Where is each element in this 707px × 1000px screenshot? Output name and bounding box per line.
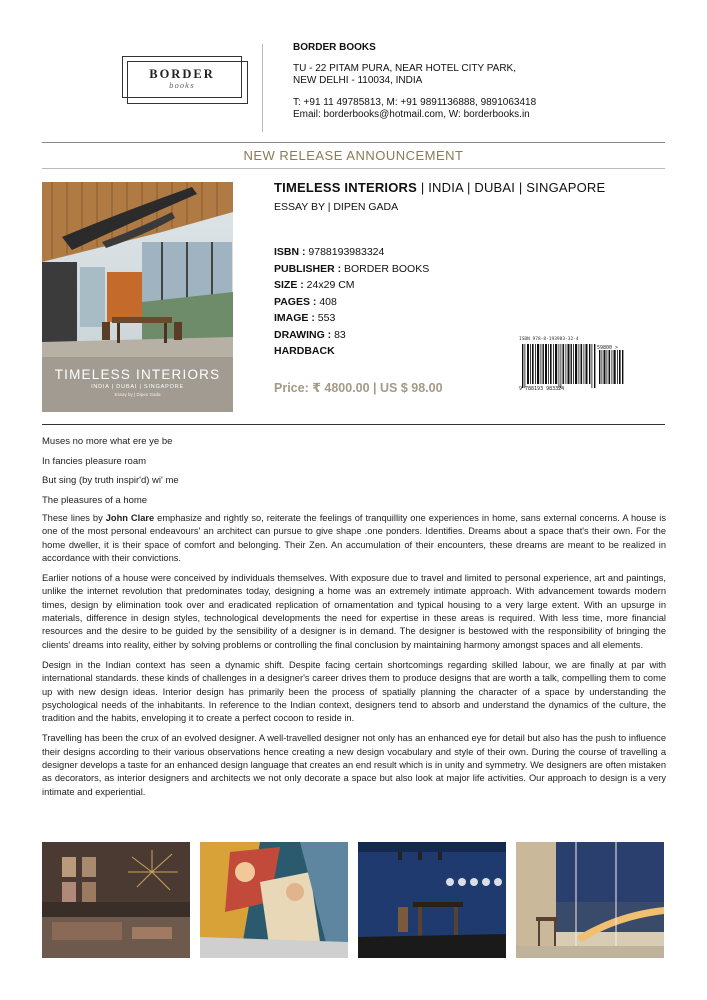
spec-publisher <box>274 261 429 278</box>
spec-label: ISBN : <box>274 246 306 258</box>
poem-line: But sing (by truth inspir'd) wi' me <box>42 475 179 486</box>
publisher-contact <box>293 42 693 122</box>
spec-label: HARDBACK <box>274 345 335 357</box>
spec-value: 24x29 CM <box>303 279 355 291</box>
cover-title: TIMELESS INTERIORS <box>54 367 221 382</box>
barcode-number: 9 788193 983324 <box>519 386 565 392</box>
spec-image <box>274 310 429 327</box>
mid-rule <box>42 168 665 169</box>
logo-script: books <box>169 82 195 90</box>
spec-drawing <box>274 327 429 344</box>
spec-value: BORDER BOOKS <box>341 262 430 275</box>
book-price: Price: ₹ 4800.00 | US $ 98.00 <box>274 381 443 395</box>
essay-by: ESSAY BY | DIPEN GADA <box>274 201 399 213</box>
spec-label: PUBLISHER : <box>274 262 342 275</box>
publisher-name: BORDER BOOKS <box>293 42 376 53</box>
header-divider <box>262 44 263 132</box>
barcode-price-code: 59800 > <box>597 345 619 351</box>
logo-text: BORDER <box>149 67 215 81</box>
book-cover <box>42 182 233 412</box>
spec-value: 553 <box>314 312 336 324</box>
spec-value: 9788193983324 <box>305 246 385 258</box>
paragraph-4: Travelling has been the crux of an evolved designer. A well-travelled designer not only has an enhanced eye for detail but also has the push to influence their designs according to their various observations hence creating a new design vocabulary and style of their own. During the course of travelling a designer develops a taste for an enhanced design language that creates an end result which is in unity and symmetry. We designers are often mistaken as decorators, as interior designers and architects we not only decorate a space but also look at major life activities. Our approach to design is a very intimate and experiential. <box>42 733 666 797</box>
blue-dining-photo <box>358 842 506 958</box>
spec-label: IMAGE : <box>274 312 315 324</box>
mural-wall-photo <box>200 842 348 958</box>
cover-author: Essay by | Dipen Gada <box>114 392 161 397</box>
spec-value: 83 <box>331 328 346 341</box>
book-specs <box>274 244 429 360</box>
book-info <box>274 180 674 213</box>
address-line-2: NEW DELHI - 110034, INDIA <box>293 75 423 86</box>
spec-hardback <box>274 343 429 360</box>
book-title <box>274 180 674 195</box>
announcement-heading: NEW RELEASE ANNOUNCEMENT <box>243 148 464 163</box>
address-line-1: TU - 22 PITAM PURA, NEAR HOTEL CITY PARK, <box>293 62 517 74</box>
spec-pages <box>274 294 429 311</box>
paragraph-3: Design in the Indian context has seen a dynamic shift. Despite facing certain shortcomings regarding skilled labour, we are finally at par with international standards. these kinds of challenges in a designer's career drives them to produce designs that are worth a talk, compelling them to come up with new design ideas. Interior design has primarily been the process of spatially planning the character of a space by understanding the psychological needs of the inhabitants. In reference to the Indian context, designers tend to absorb and understand the dynamics of the culture, the tradition and the habits, enveloping it to create a perfect cocoon to reside in. <box>42 659 666 724</box>
book-title-rest: | INDIA | DUBAI | SINGAPORE <box>417 180 606 195</box>
essay-body <box>42 512 666 806</box>
barcode-isbn-text: ISBN 978-8-193983-32-4 <box>519 337 579 342</box>
book-title-main: TIMELESS INTERIORS <box>274 180 418 195</box>
paragraph-1 <box>42 512 666 565</box>
spec-value: 408 <box>316 295 337 308</box>
poem-line: In fancies pleasure roam <box>42 455 147 467</box>
spec-label: PAGES : <box>274 295 317 308</box>
poet-name: John Clare <box>105 513 155 523</box>
paragraph-text: These lines by <box>42 513 106 523</box>
sea-view-photo <box>516 842 664 958</box>
spec-isbn <box>274 244 429 261</box>
poem-line: The pleasures of a home <box>42 494 148 506</box>
photo-strip <box>42 842 664 958</box>
spec-size <box>274 277 429 294</box>
publisher-logo <box>122 56 242 98</box>
email-line: Email: borderbooks@hotmail.com, W: borderbooks.in <box>293 109 530 120</box>
section-rule <box>42 424 665 425</box>
living-room-photo <box>42 842 190 958</box>
poem <box>42 432 179 510</box>
poem-line: Muses no more what ere ye be <box>42 436 173 447</box>
top-rule <box>42 142 665 143</box>
spec-label: DRAWING : <box>274 328 332 341</box>
cover-subtitle: INDIA | DUBAI | SINGAPORE <box>91 384 184 390</box>
paragraph-text: emphasize and rightly so, reiterate the feelings of tranquillity one experiences in home, sans external concerns. A house is one of the most personal endeavours' an architect can pursue to give shape .one ponders. Identifies. Dreams about a space that's their own. For the home dweller, it is their space of comfort and belonging. Their Zen. An accumulation of their encounters, these dreams are meant to be realized in accordance with their convictions. <box>42 513 667 563</box>
phone-line: T: +91 11 49785813, M: +91 9891136888, 9891063418 <box>293 96 537 108</box>
spec-label: SIZE : <box>274 279 304 291</box>
paragraph-2: Earlier notions of a house were conceived by individuals themselves. With exposure due to travel and limited to personal experience, art and paintings, unlike the internet revolution that predominates today, designing a home was an extremely intimate approach. With advancement towards modern times, design by elimination took over and eradicated replication of ornamentation and typical housing to a very large extent. With an upsurge in materials, difference in design styles, technological developments the need for expertise in these areas is required. With less time, more financial resources and the desire to be guided by the sensibility of a designer is in demand. The designer is bestowed with the responsibility of bringing the clients' dreams into reality, either by solving problems or controlling the final conclusion by maintaining harmony amongst spaces and all elements. <box>42 573 666 650</box>
